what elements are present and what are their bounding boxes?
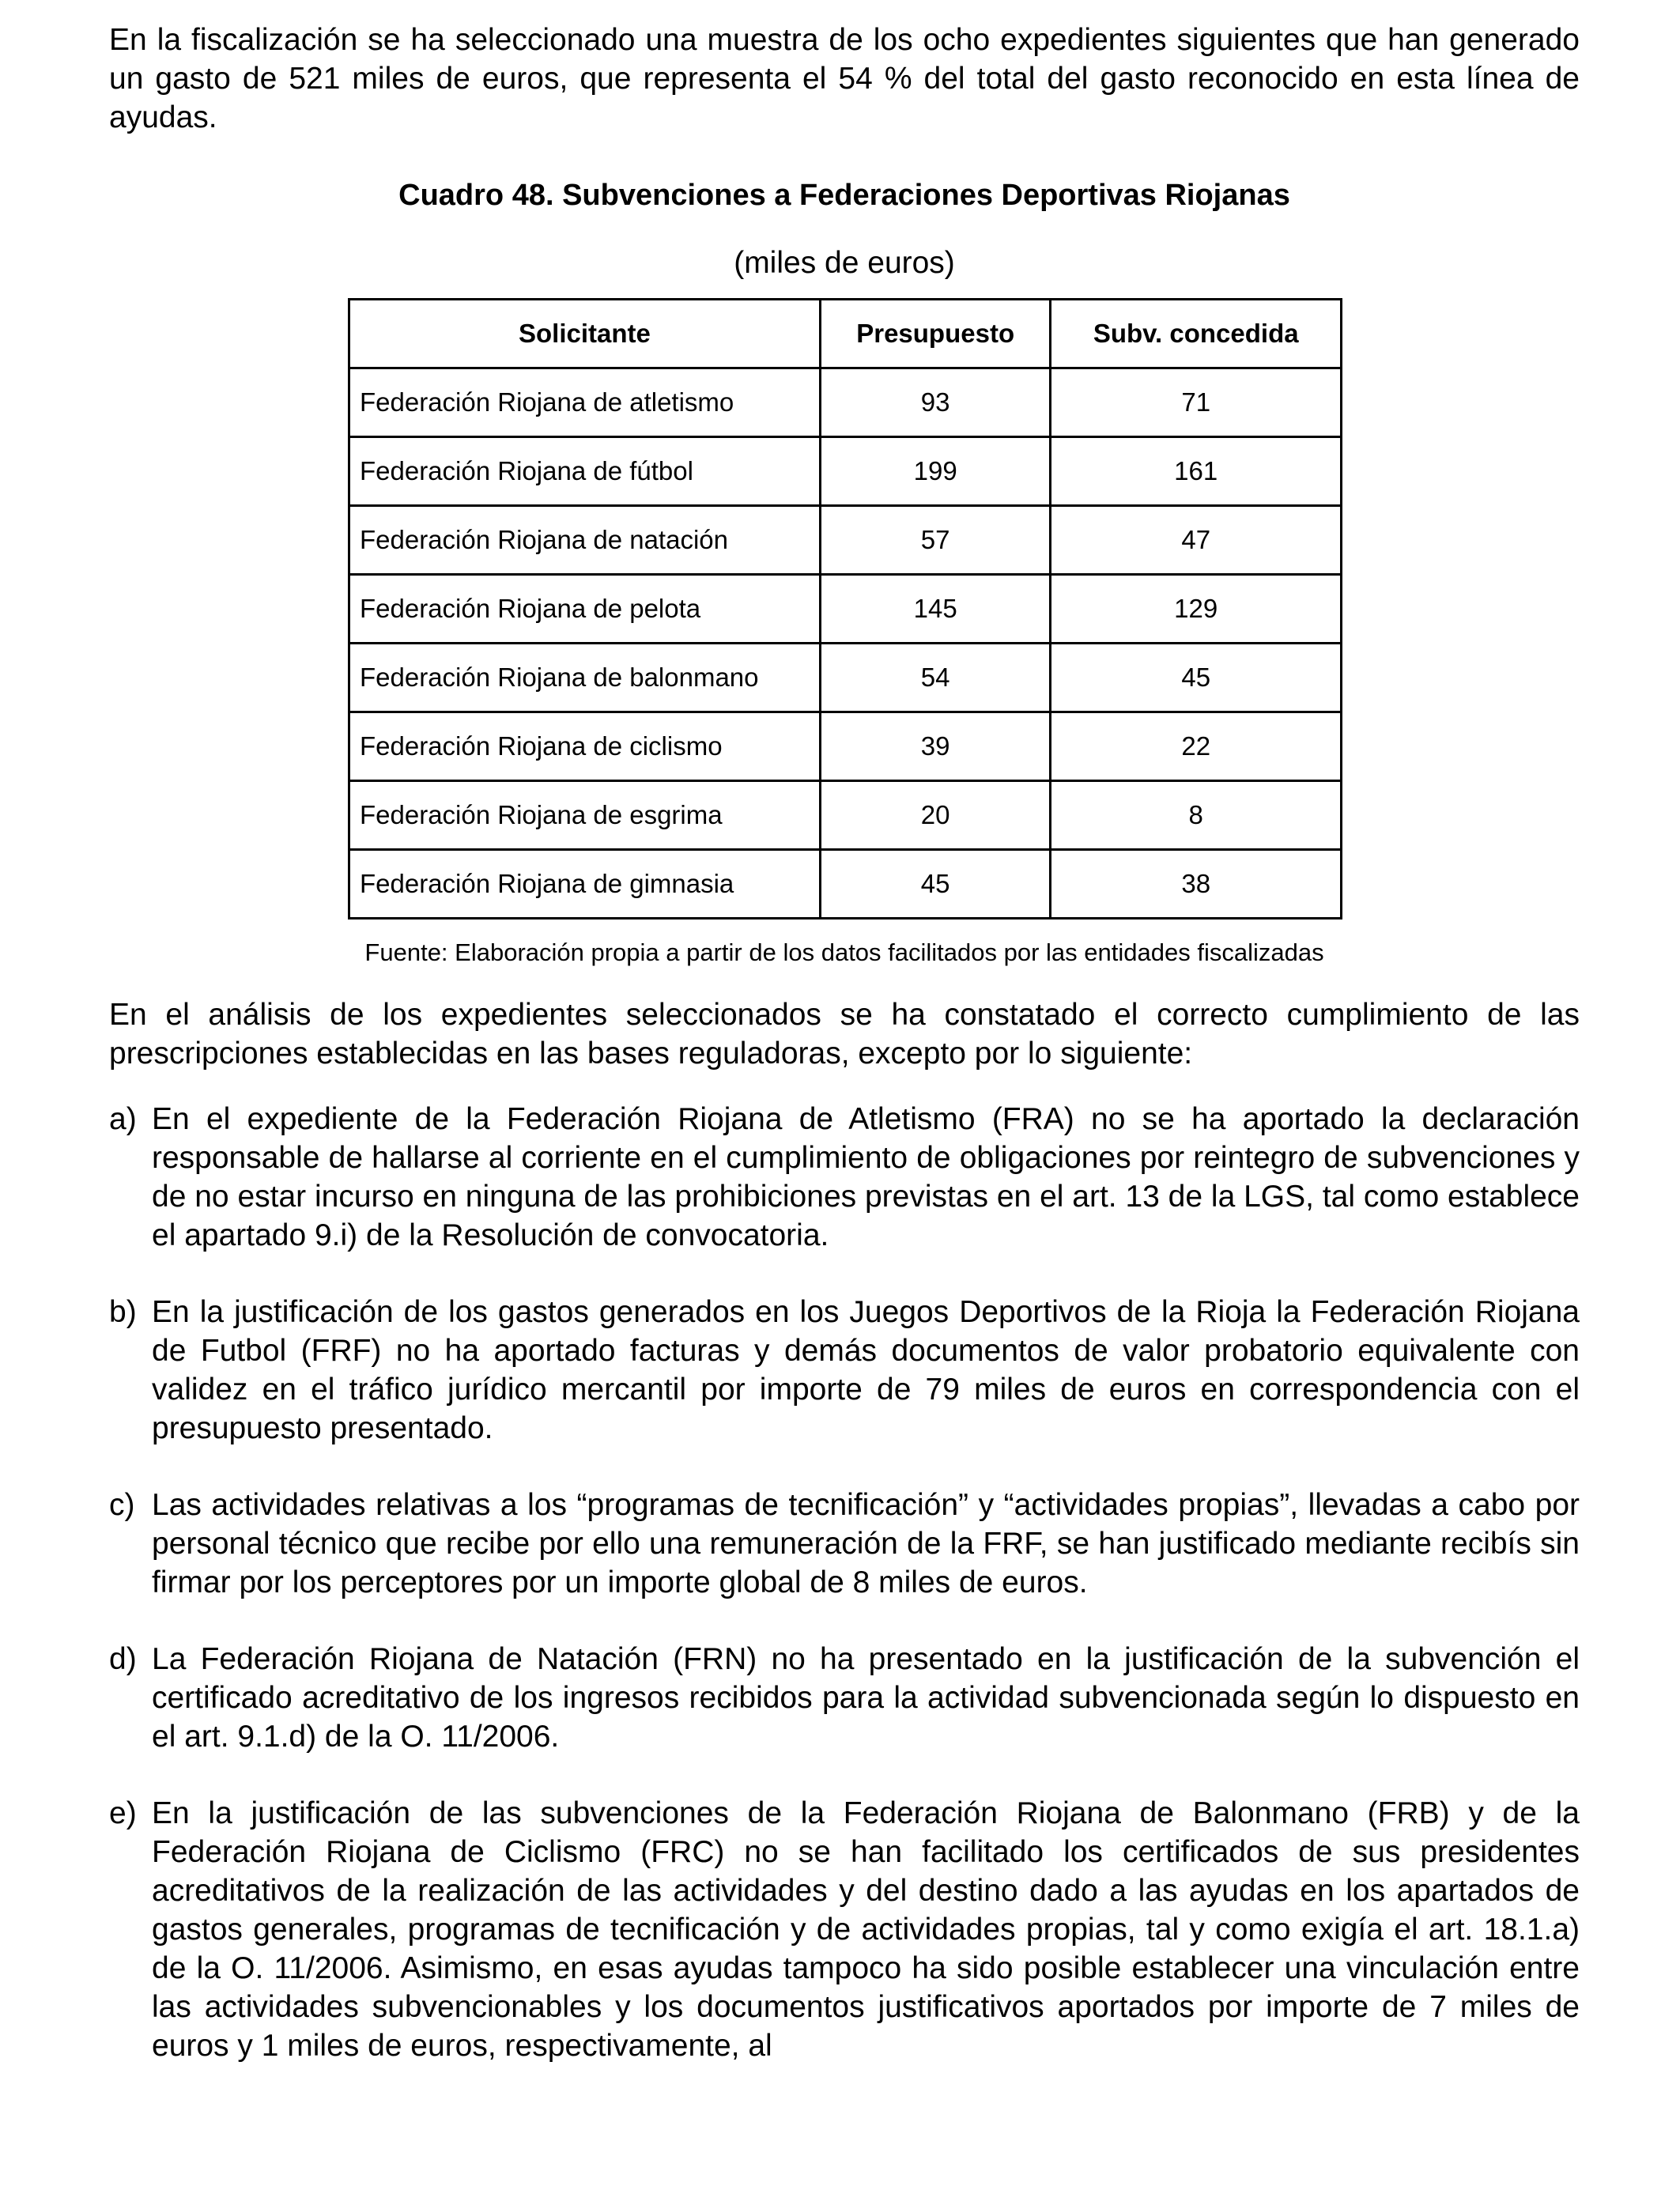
table-source: Fuente: Elaboración propia a partir de los datos facilitados por las entidades fiscalizadas	[364, 938, 1324, 966]
intro-paragraph: En la fiscalización se ha seleccionado una muestra de los ocho expedientes siguientes que han generado un gasto de 521 miles de euros, que representa el 54 % del total del gasto reconocido en esta línea de ayudas.	[109, 23, 1580, 134]
cell-subvencion: 45	[1051, 644, 1342, 712]
cell-subvencion: 47	[1051, 506, 1342, 575]
cell-solicitante: Federación Riojana de esgrima	[349, 781, 821, 850]
table-row	[349, 368, 1342, 437]
header-presupuesto: Presupuesto	[820, 300, 1050, 368]
cell-subvencion: 129	[1051, 575, 1342, 644]
cell-subvencion: 8	[1051, 781, 1342, 850]
cell-presupuesto: 93	[820, 368, 1050, 437]
list-item-marker: b)	[109, 1295, 137, 1329]
list-item	[109, 1794, 1580, 2065]
list-item	[109, 1640, 1580, 1756]
cell-presupuesto: 57	[820, 506, 1050, 575]
cell-subvencion: 161	[1051, 437, 1342, 506]
cell-solicitante: Federación Riojana de fútbol	[349, 437, 821, 506]
list-item-text: En la justificación de los gastos generados en los Juegos Deportivos de la Rioja la Federación Riojana de Futbol (FRF) no ha aportado facturas y demás documentos de valor probatorio equivalente con validez en el tráfico jurídico mercantil por importe de 79 miles de euros en correspondencia con el presupuesto presentado.	[152, 1295, 1580, 1445]
list-item-text: En la justificación de las subvenciones de la Federación Riojana de Balonmano (FRB) y de la Federación Riojana de Ciclismo (FRC) no se han facilitado los certificados de sus presidentes acreditativos de la realización de las actividades y del destino dado a las ayudas en los apartados de gastos generales, programas de tecnificación y de actividades propias, tal y como exigía el art. 18.1.a) de la O. 11/2006. Asimismo, en esas ayudas tampoco ha sido posible establecer una vinculación entre las actividades subvencionables y los documentos justificativos aportados por importe de 7 miles de euros y 1 miles de euros, respectivamente, al	[152, 1796, 1580, 2063]
header-solicitante: Solicitante	[349, 300, 821, 368]
cell-presupuesto: 54	[820, 644, 1050, 712]
cell-solicitante: Federación Riojana de natación	[349, 506, 821, 575]
table-title: Cuadro 48. Subvenciones a Federaciones Deportivas Riojanas	[398, 179, 1290, 212]
table-row	[349, 712, 1342, 781]
cell-presupuesto: 199	[820, 437, 1050, 506]
table-body	[349, 368, 1342, 919]
list-item-text: La Federación Riojana de Natación (FRN) no ha presentado en la justificación de la subvención el certificado acreditativo de los ingresos recibidos para la actividad subvencionada según lo dispuesto en el art. 9.1.d) de la O. 11/2006.	[152, 1642, 1580, 1754]
cell-presupuesto: 145	[820, 575, 1050, 644]
header-subvencion: Subv. concedida	[1051, 300, 1342, 368]
cell-solicitante: Federación Riojana de balonmano	[349, 644, 821, 712]
list-item-marker: d)	[109, 1642, 137, 1676]
cell-presupuesto: 20	[820, 781, 1050, 850]
table-row	[349, 850, 1342, 919]
list-item	[109, 1293, 1580, 1448]
table-row	[349, 437, 1342, 506]
cell-subvencion: 38	[1051, 850, 1342, 919]
list-item-marker: c)	[109, 1488, 135, 1522]
list-item	[109, 1100, 1580, 1255]
table-row	[349, 644, 1342, 712]
table-row	[349, 781, 1342, 850]
document-page	[109, 21, 1580, 2103]
list-item-marker: a)	[109, 1102, 137, 1136]
cell-presupuesto: 45	[820, 850, 1050, 919]
cell-subvencion: 71	[1051, 368, 1342, 437]
list-item	[109, 1486, 1580, 1602]
cell-subvencion: 22	[1051, 712, 1342, 781]
table-row	[349, 506, 1342, 575]
analysis-paragraph: En el análisis de los expedientes seleccionados se ha constatado el correcto cumplimiento de las prescripciones establecidas en las bases reguladoras, excepto por lo siguiente:	[109, 998, 1580, 1071]
cell-solicitante: Federación Riojana de gimnasia	[349, 850, 821, 919]
table-header-row	[349, 300, 1342, 368]
list-item-text: En el expediente de la Federación Riojana de Atletismo (FRA) no se ha aportado la declaración responsable de hallarse al corriente en el cumplimiento de obligaciones por reintegro de subvenciones y de no estar incurso en ninguna de las prohibiciones previstas en el art. 13 de la LGS, tal como establece el apartado 9.i) de la Resolución de convocatoria.	[152, 1102, 1580, 1252]
findings-list	[109, 1100, 1580, 2065]
cell-presupuesto: 39	[820, 712, 1050, 781]
table-row	[349, 575, 1342, 644]
cell-solicitante: Federación Riojana de atletismo	[349, 368, 821, 437]
list-item-marker: e)	[109, 1796, 137, 1830]
list-item-text: Las actividades relativas a los “programas de tecnificación” y “actividades propias”, llevadas a cabo por personal técnico que recibe por ello una remuneración de la FRF, se han justificado mediante recibís sin firmar por los perceptores por un importe global de 8 miles de euros.	[152, 1488, 1580, 1599]
table-units: (miles de euros)	[734, 246, 955, 280]
cell-solicitante: Federación Riojana de ciclismo	[349, 712, 821, 781]
cell-solicitante: Federación Riojana de pelota	[349, 575, 821, 644]
subsidies-table	[348, 298, 1342, 920]
